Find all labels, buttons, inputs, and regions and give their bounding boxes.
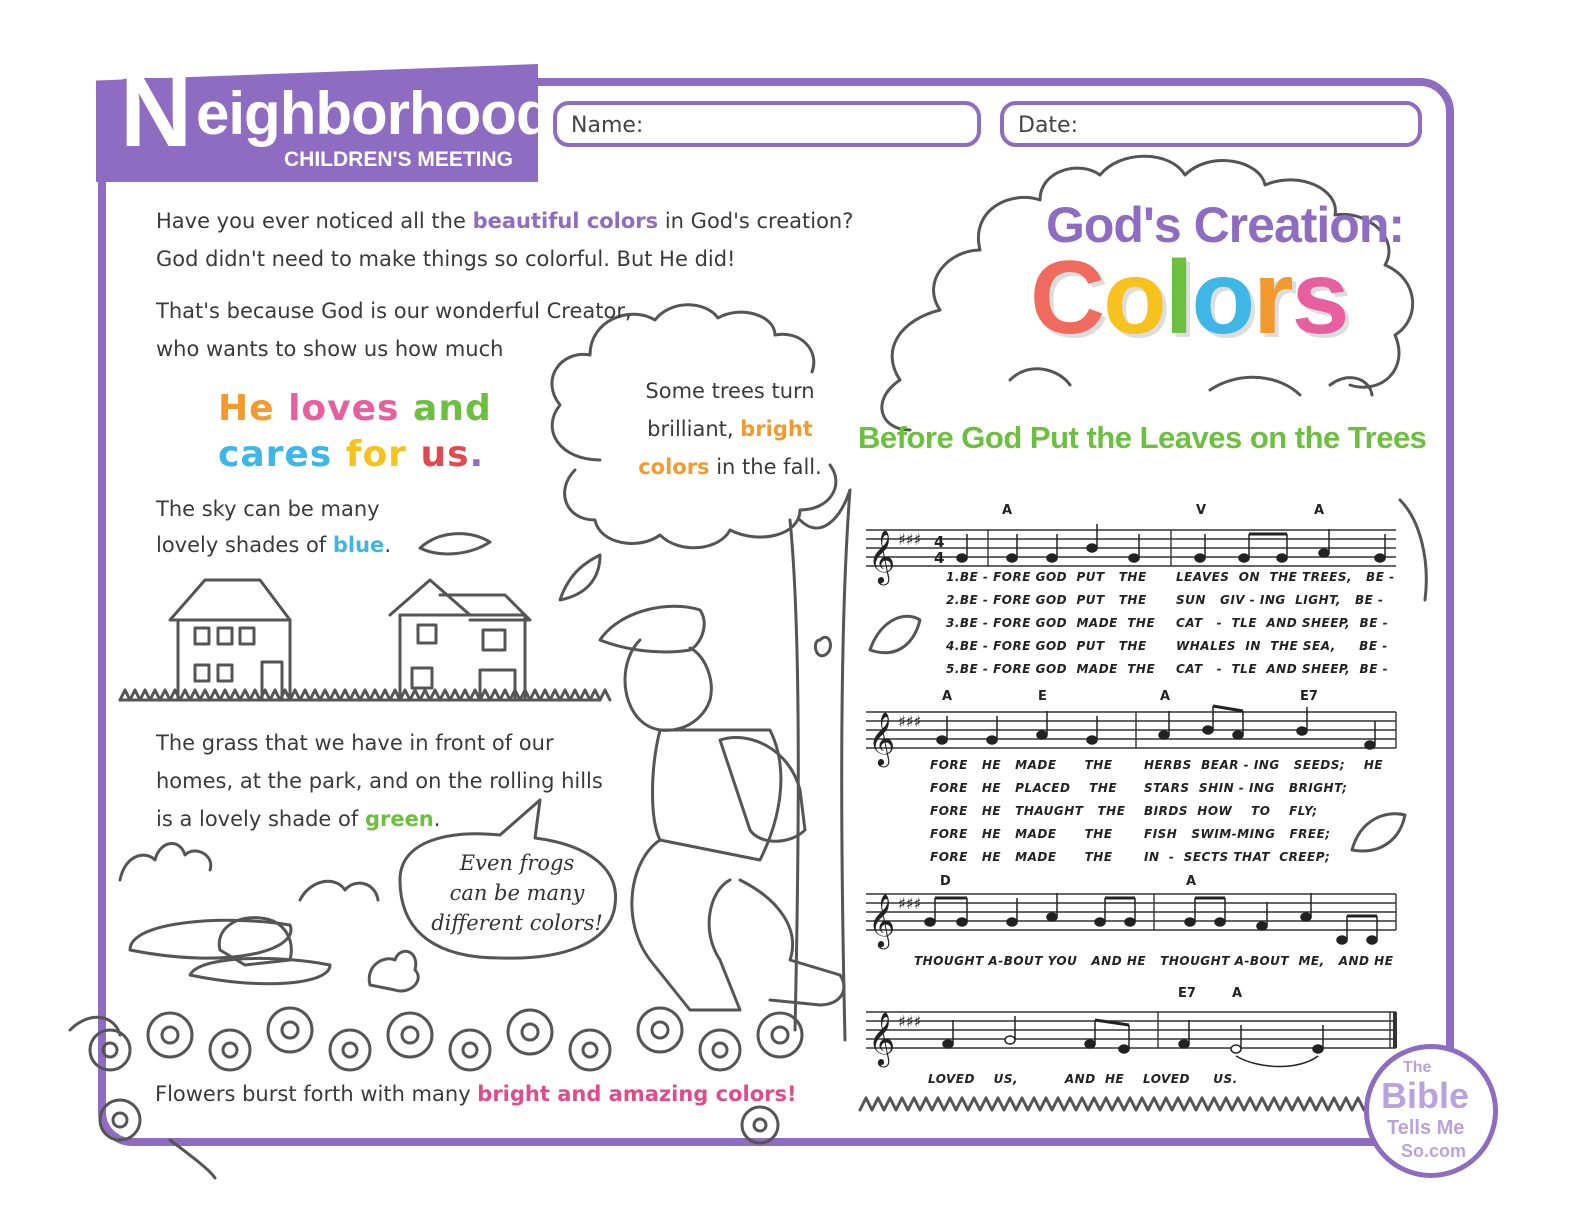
- intro-text-c: in God's creation?: [658, 209, 854, 233]
- svg-text:♯♯♯: ♯♯♯: [898, 712, 922, 731]
- grass-line-3: [156, 800, 440, 838]
- badge-the: The: [1403, 1059, 1432, 1076]
- bright-amazing-highlight: bright and amazing colors!: [477, 1082, 797, 1106]
- grass-line-2: homes, at the park, and on the rolling hills: [156, 769, 603, 793]
- loves-word-us: us: [420, 434, 470, 475]
- logo-subtitle: CHILDREN'S MEETING: [284, 148, 514, 171]
- beautiful-colors-highlight: beautiful colors: [472, 209, 659, 233]
- chord: A: [1002, 503, 1013, 518]
- lyric-line: 1.BE - FORE GOD PUT THE: [946, 570, 1147, 584]
- loves-period: .: [469, 434, 485, 475]
- lyric-line: BIRDS HOW TO FLY;: [1144, 804, 1318, 818]
- lyric-line: 3.BE - FORE GOD MADE THE: [946, 616, 1156, 630]
- lyric-line: 5.BE - FORE GOD MADE THE: [946, 662, 1156, 676]
- trees-text-a: brilliant,: [647, 417, 741, 441]
- intro-text-a: Have you ever noticed all the: [156, 209, 473, 233]
- flowers-text-a: Flowers burst forth with many: [155, 1082, 478, 1106]
- svg-text:♯♯♯: ♯♯♯: [898, 894, 922, 913]
- colors-letter-c: C: [1030, 240, 1104, 356]
- name-label: Name:: [571, 113, 644, 138]
- svg-text:♯♯♯: ♯♯♯: [898, 1012, 922, 1031]
- song-title: Before God Put the Leaves on the Trees: [858, 420, 1427, 455]
- loves-word-loves: loves: [288, 388, 400, 429]
- grass-text-c: .: [433, 807, 441, 831]
- chord: A: [1232, 986, 1243, 1001]
- svg-text:♯♯♯: ♯♯♯: [898, 530, 922, 549]
- lyric-line: HERBS BEAR - ING SEEDS; HE: [1144, 758, 1384, 772]
- sky-line-1: The sky can be many: [156, 497, 380, 521]
- green-highlight: green: [364, 807, 434, 831]
- chord: A: [942, 689, 953, 704]
- frog-line-2: can be many: [449, 881, 585, 905]
- chord: E7: [1300, 689, 1318, 704]
- frog-line-1: Even frogs: [459, 851, 575, 875]
- frog-line-3: different colors!: [431, 911, 603, 935]
- loves-word-he: He: [218, 388, 275, 429]
- lyric-line: FISH SWIM-MING FREE;: [1144, 827, 1331, 841]
- colors-letter-r: r: [1253, 240, 1292, 356]
- loves-word-cares: cares: [218, 434, 333, 475]
- chord: A: [1314, 503, 1325, 518]
- logo-letter-n: N: [120, 56, 193, 168]
- trees-line-1: Some trees turn: [645, 379, 815, 403]
- loves-word-and: and: [413, 388, 492, 429]
- lyric-line: LOVED US, AND HE LOVED US.: [928, 1072, 1238, 1086]
- frog-speech: [412, 848, 622, 938]
- lyric-line: SUN GIV - ING LIGHT, BE -: [1176, 593, 1384, 607]
- lyric-line: THOUGHT A-BOUT YOU AND HE THOUGHT A-BOUT ME, AND HE: [914, 954, 1394, 968]
- svg-text:𝄞: 𝄞: [868, 1011, 896, 1065]
- lyric-line: LEAVES ON THE TREES, BE -: [1176, 570, 1395, 584]
- colors-letter-s: s: [1291, 240, 1348, 356]
- sky-text-c: .: [384, 533, 391, 557]
- bright-highlight: bright: [740, 417, 813, 441]
- lyric-line: CAT - TLE AND SHEEP, BE -: [1176, 662, 1389, 676]
- trees-line-2: [630, 410, 830, 448]
- trees-text: [630, 372, 830, 486]
- lyric-line: FORE HE PLACED THE: [930, 781, 1118, 795]
- grass-line-1: The grass that we have in front of our: [156, 731, 554, 755]
- lyric-line: WHALES IN THE SEA, BE -: [1176, 639, 1388, 653]
- colors-letter-l: l: [1164, 240, 1192, 356]
- intro-line-2: God didn't need to make things so colorful. But He did!: [156, 247, 736, 271]
- lyric-line: FORE HE MADE THE: [930, 827, 1113, 841]
- svg-text:4: 4: [934, 533, 945, 551]
- svg-text:𝄞: 𝄞: [868, 711, 896, 765]
- badge-bible: Bible: [1381, 1075, 1470, 1116]
- lyric-line: IN - SECTS THAT CREEP;: [1144, 850, 1331, 864]
- chord: A: [1160, 689, 1171, 704]
- flowers-line: [155, 1082, 797, 1106]
- badge-so: So.com: [1401, 1141, 1467, 1161]
- date-label: Date:: [1018, 113, 1078, 138]
- logo-word: eighborhood: [196, 80, 552, 147]
- chord: D: [940, 874, 951, 889]
- lyric-line: STARS SHIN - ING BRIGHT;: [1144, 781, 1348, 795]
- svg-text:𝄞: 𝄞: [868, 529, 896, 583]
- intro-line-4: who wants to show us how much: [156, 337, 504, 361]
- colors-highlight: colors: [638, 455, 710, 479]
- loves-heading: [218, 386, 492, 478]
- chord: A: [1186, 874, 1197, 889]
- intro-line-3: That's because God is our wonderful Creator,: [156, 299, 632, 323]
- trees-text-b: in the fall.: [709, 455, 822, 479]
- colors-letter-o1: o: [1103, 240, 1165, 356]
- bible-tells-me-so-logo: [1364, 1044, 1498, 1178]
- lyric-line: FORE HE MADE THE: [930, 850, 1113, 864]
- lyric-line: CAT - TLE AND SHEEP, BE -: [1176, 616, 1389, 630]
- svg-text:4: 4: [934, 549, 945, 567]
- loves-word-for: for: [345, 434, 407, 475]
- grass-text-a: is a lovely shade of: [156, 807, 365, 831]
- intro-line-1: [156, 202, 853, 240]
- colors-letter-o2: o: [1191, 240, 1254, 356]
- colors-title: [1030, 240, 1348, 356]
- chord: V: [1196, 503, 1207, 518]
- blue-highlight: blue: [332, 533, 385, 557]
- lyric-line: FORE HE THAUGHT THE: [930, 804, 1126, 818]
- trees-line-3: [630, 448, 830, 486]
- badge-tells: Tells Me: [1387, 1117, 1465, 1139]
- lyric-line: FORE HE MADE THE: [930, 758, 1113, 772]
- lyric-line: 2.BE - FORE GOD PUT THE: [946, 593, 1147, 607]
- chord: E7: [1178, 986, 1196, 1001]
- sky-text-a: lovely shades of: [156, 533, 333, 557]
- page-title: God's Creation:: [1046, 197, 1405, 253]
- sky-line-2: [156, 526, 391, 564]
- lyric-line: 4.BE - FORE GOD PUT THE: [946, 639, 1147, 653]
- chord: E: [1038, 689, 1047, 704]
- svg-text:𝄞: 𝄞: [868, 893, 896, 947]
